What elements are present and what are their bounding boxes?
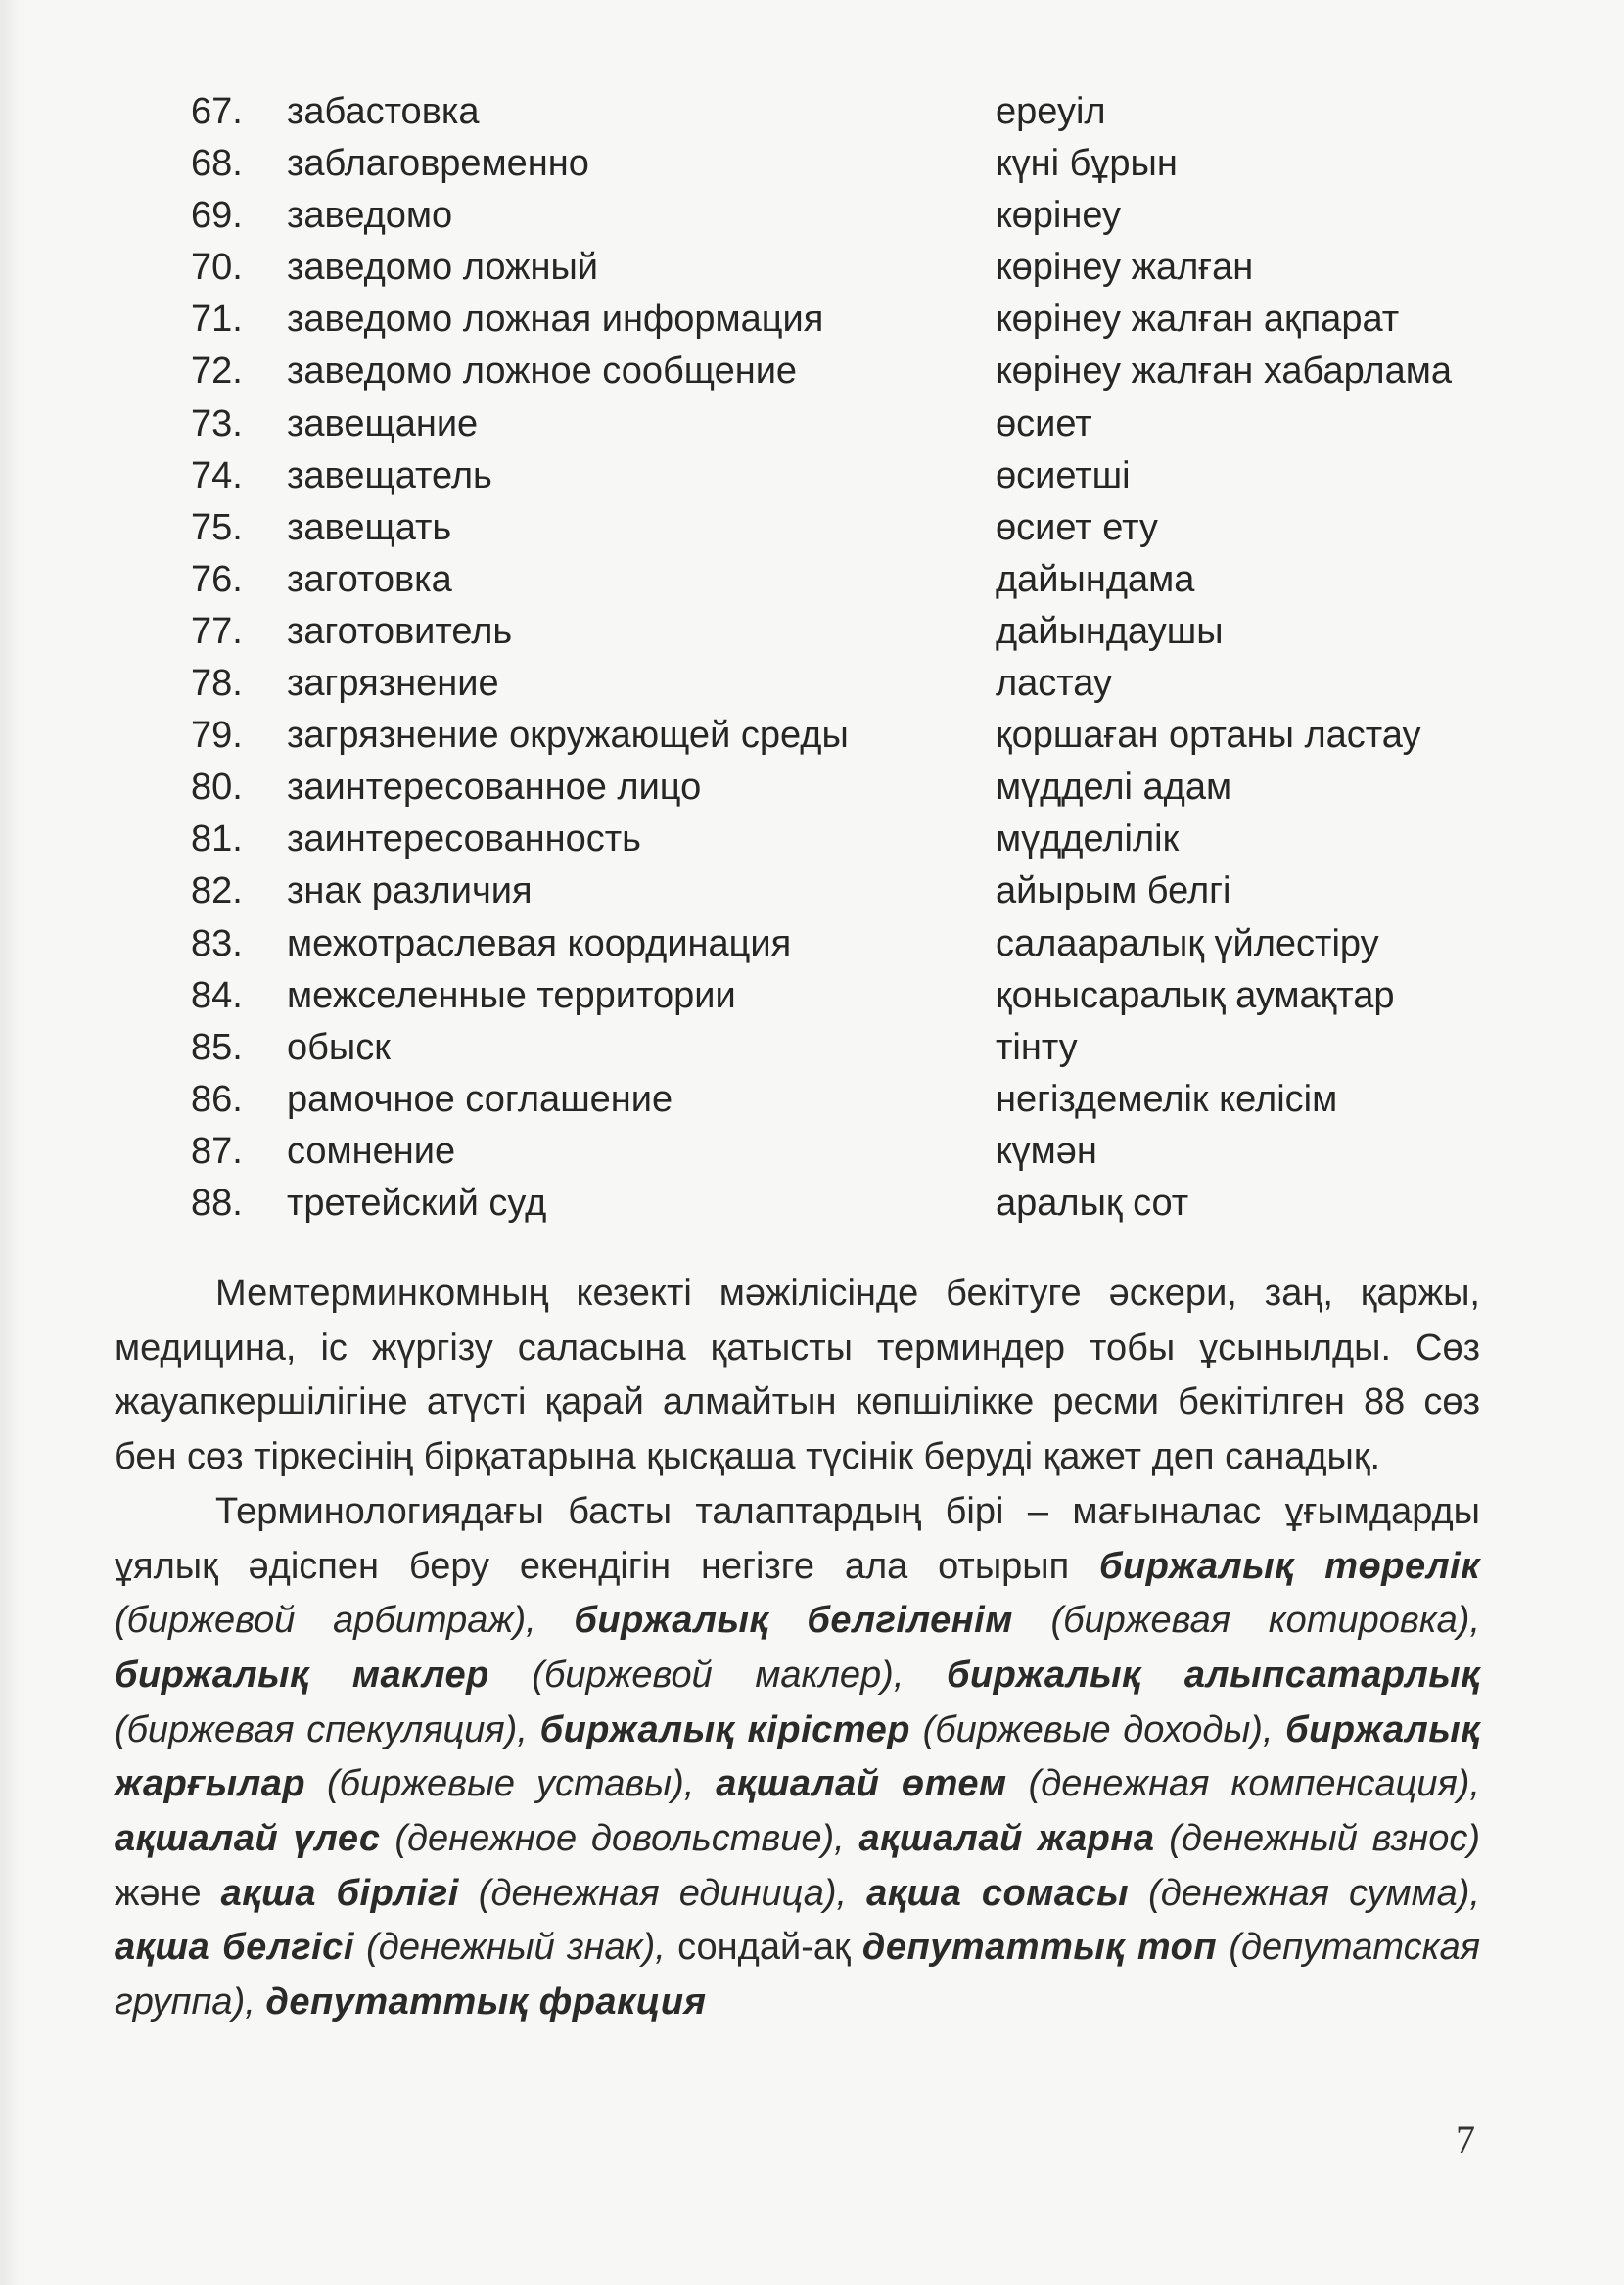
term-list [191, 86, 1522, 1230]
term-row [191, 865, 1522, 917]
term-russian: заведомо ложный [287, 247, 598, 289]
term-kazakh: өсиет [996, 402, 1092, 444]
term-russian: заготовка [287, 558, 452, 600]
term-row [191, 138, 1522, 190]
term-russian: заведомо ложная информация [287, 299, 824, 341]
term-row [191, 294, 1522, 346]
term-number: 68. [191, 143, 243, 185]
term-highlight: ақшалай үлес [115, 1818, 381, 1860]
term-highlight: биржалық алыпсатарлық [946, 1654, 1480, 1696]
term-russian: третейский суд [287, 1182, 547, 1224]
term-translation: (биржевой маклер), [488, 1654, 947, 1696]
term-kazakh: күні бұрын [996, 143, 1178, 185]
term-row [191, 1022, 1522, 1074]
term-row [191, 346, 1522, 397]
term-highlight: ақшалай жарна [858, 1818, 1155, 1860]
term-row [191, 970, 1522, 1022]
term-number: 72. [191, 350, 243, 393]
paragraph-text: сондай-ақ [677, 1927, 862, 1969]
term-row [191, 918, 1522, 970]
term-russian: межселенные территории [287, 974, 736, 1016]
term-russian: рамочное соглашение [287, 1078, 673, 1120]
term-number: 78. [191, 663, 243, 705]
term-translation: (денежный знак), [353, 1927, 678, 1969]
term-kazakh: ластау [996, 663, 1112, 705]
term-number: 76. [191, 558, 243, 600]
term-kazakh: ереуіл [996, 91, 1106, 132]
term-number: 85. [191, 1026, 243, 1068]
term-russian: завещатель [287, 454, 492, 496]
term-translation: (депутатская группа), [115, 1927, 1480, 2024]
term-kazakh: дайындама [996, 558, 1195, 600]
term-kazakh: көрінеу жалған хабарлама [996, 350, 1452, 393]
term-number: 86. [191, 1078, 243, 1120]
term-russian: загрязнение окружающей среды [287, 715, 849, 757]
term-row [191, 86, 1522, 138]
term-kazakh: аралық сот [996, 1182, 1189, 1224]
term-translation: (денежная единица), [458, 1872, 867, 1914]
term-row [191, 658, 1522, 710]
term-kazakh: тінту [996, 1026, 1078, 1068]
term-row [191, 1126, 1522, 1178]
term-kazakh: негіздемелік келісім [996, 1078, 1338, 1120]
term-row [191, 710, 1522, 762]
term-number: 79. [191, 715, 243, 757]
term-row [191, 450, 1522, 502]
term-russian: заинтересованное лицо [287, 767, 702, 809]
term-highlight: ақша бірлігі [220, 1872, 459, 1914]
term-row [191, 554, 1522, 606]
term-number: 74. [191, 454, 243, 496]
term-number: 82. [191, 870, 243, 912]
paragraph-text: Терминологиядағы басты талаптардың бірі – мағыналас ұғымдарды ұялық әдіспен беру екендігін негізге ала отырып [115, 1490, 1480, 1587]
term-row [191, 190, 1522, 242]
term-russian: заведомо [287, 195, 453, 237]
term-kazakh: мүдделілік [996, 818, 1180, 861]
term-number: 81. [191, 818, 243, 861]
term-number: 73. [191, 402, 243, 444]
term-translation: (биржевая котировка), [1012, 1600, 1480, 1642]
term-number: 77. [191, 610, 243, 652]
term-highlight: ақша сомасы [866, 1872, 1130, 1914]
term-kazakh: көрінеу жалған ақпарат [996, 299, 1400, 341]
term-translation: (биржевой арбитраж), [115, 1600, 575, 1642]
term-highlight: биржалық төрелік [1099, 1545, 1480, 1587]
term-translation: (биржевая спекуляция), [115, 1708, 540, 1750]
term-kazakh: дайындаушы [996, 610, 1224, 652]
term-kazakh: қонысаралық аумақтар [996, 974, 1395, 1016]
term-russian: заблаговременно [287, 143, 589, 185]
term-translation: (денежный взнос) [1154, 1818, 1481, 1860]
term-row [191, 814, 1522, 865]
term-number: 71. [191, 299, 243, 341]
paragraph-text: және [115, 1872, 221, 1914]
paragraph-1: Мемтерминкомның кезекті мәжілісінде бекітуге әскери, заң, қаржы, медицина, іс жүргізу саласына қатысты терминдер тобы ұсынылды. Сөз жауапкершілігіне атүсті қарай алмайтын көпшілікке ресми бекітілген 88 сөз бен сөз тіркесінің бірқатарына қысқаша түсінік беруді қажет деп санадық. [115, 1273, 1480, 1478]
term-kazakh: өсиет ету [996, 506, 1158, 548]
term-highlight: биржалық белгіленім [574, 1600, 1013, 1642]
term-kazakh: күмән [996, 1130, 1097, 1172]
term-kazakh: қоршаған ортаны ластау [996, 715, 1421, 757]
paragraph-2 [115, 1485, 1480, 2030]
term-translation: (денежная компенсация), [1006, 1763, 1480, 1805]
term-number: 70. [191, 247, 243, 289]
term-russian: забастовка [287, 91, 480, 132]
term-kazakh: мүдделі адам [996, 767, 1232, 809]
term-russian: заготовитель [287, 610, 513, 652]
term-kazakh: көрінеу жалған [996, 247, 1254, 289]
term-row [191, 242, 1522, 294]
term-row [191, 502, 1522, 554]
term-translation: (денежная сумма), [1129, 1872, 1480, 1914]
term-row [191, 1178, 1522, 1230]
term-russian: заведомо ложное сообщение [287, 350, 798, 393]
term-russian: обыск [287, 1026, 391, 1068]
term-translation: (денежное довольствие), [380, 1818, 859, 1860]
term-number: 67. [191, 91, 243, 132]
term-russian: межотраслевая координация [287, 922, 792, 964]
term-highlight: депутаттық топ [861, 1927, 1218, 1969]
term-highlight: биржалық жарғылар [115, 1708, 1480, 1805]
term-highlight: ақша белгісі [115, 1927, 354, 1969]
term-kazakh: көрінеу [996, 195, 1122, 237]
term-russian: завещать [287, 506, 452, 548]
term-number: 69. [191, 195, 243, 237]
term-number: 88. [191, 1182, 243, 1224]
term-russian: завещание [287, 402, 479, 444]
term-highlight: биржалық кірістер [539, 1708, 910, 1750]
term-kazakh: салааралық үйлестіру [996, 922, 1379, 964]
term-number: 75. [191, 506, 243, 548]
term-russian: сомнение [287, 1130, 456, 1172]
term-russian: заинтересованность [287, 818, 641, 861]
term-highlight: биржалық маклер [115, 1654, 489, 1696]
term-row [191, 762, 1522, 814]
term-number: 83. [191, 922, 243, 964]
term-row [191, 606, 1522, 658]
term-kazakh: айырым белгі [996, 870, 1231, 912]
page-edge-shadow [0, 0, 22, 2285]
term-translation: (биржевые доходы), [909, 1708, 1286, 1750]
term-kazakh: өсиетші [996, 454, 1131, 496]
page-number: 7 [1456, 2118, 1475, 2162]
body-text [115, 1267, 1480, 2030]
term-row [191, 398, 1522, 450]
term-russian: знак различия [287, 870, 533, 912]
term-number: 87. [191, 1130, 243, 1172]
term-highlight: депутаттық фракция [265, 1982, 707, 2024]
term-highlight: ақшалай өтем [716, 1763, 1007, 1805]
term-translation: (биржевые уставы), [305, 1763, 717, 1805]
term-row [191, 1074, 1522, 1126]
term-number: 80. [191, 767, 243, 809]
term-russian: загрязнение [287, 663, 499, 705]
term-number: 84. [191, 974, 243, 1016]
